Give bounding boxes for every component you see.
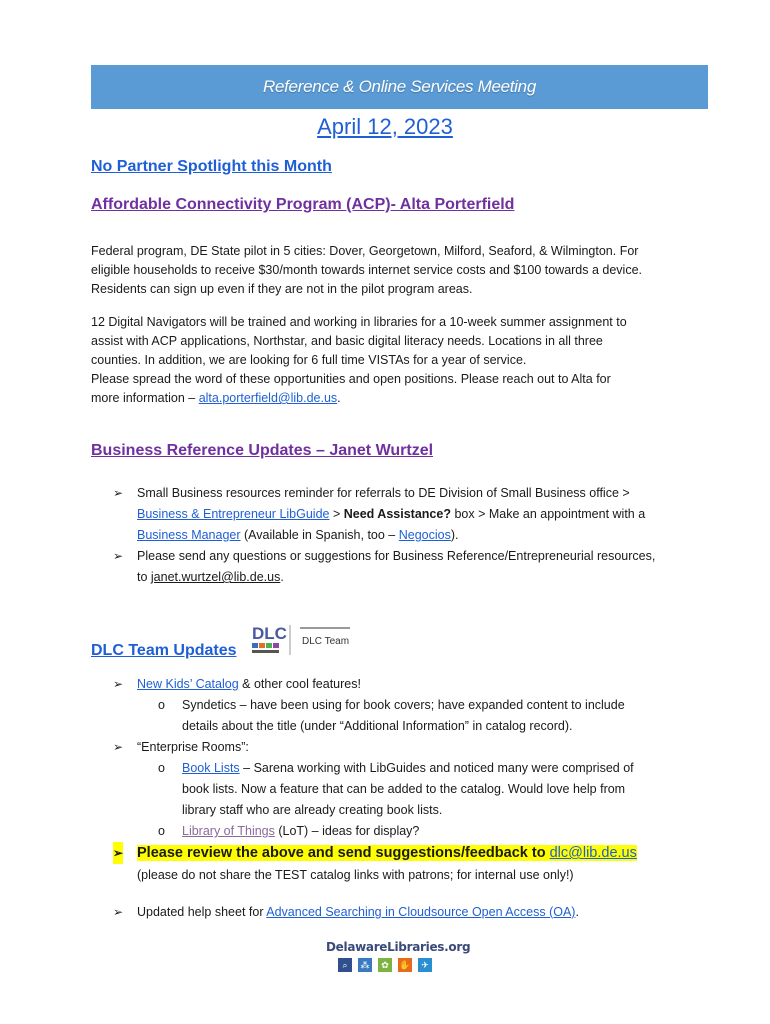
sub-list-item (158, 821, 708, 842)
list-item (113, 483, 708, 546)
text-run: . (280, 570, 284, 584)
text-run: box > Make an appointment with a (450, 507, 646, 521)
book-lists-link[interactable]: Book Lists (182, 761, 240, 775)
hand-icon: ✋ (399, 960, 411, 970)
text-run: Updated help sheet for (137, 905, 267, 919)
need-assistance-label: Need Assistance? (343, 507, 451, 521)
list-item (113, 842, 708, 886)
bird-icon: ✈ (418, 958, 432, 972)
libguide-link[interactable]: Business & Entrepreneur LibGuide (137, 507, 330, 521)
dlc-heading: DLC Team Updates (91, 642, 237, 659)
circle-bullet-icon: o (158, 824, 165, 838)
text-run: Small Business resources reminder for referrals to DE Division of Small Business office > (137, 486, 630, 500)
text-run: book lists. Now a feature that can be added to the catalog. Would love help from (182, 782, 626, 796)
text-run: Please review the above and send suggestions/feedback to (137, 845, 550, 861)
circle-bullet-icon: o (158, 761, 165, 775)
kids-catalog-link[interactable]: New Kids’ Catalog (137, 677, 239, 691)
text-run: & other cool features! (238, 677, 361, 691)
text-run: (LoT) – ideas for display? (274, 824, 420, 838)
text-run: library staff who are already creating book lists. (182, 803, 443, 817)
advanced-searching-link[interactable]: Advanced Searching in Cloudsource Open Access (OA) (266, 905, 576, 919)
business-manager-link[interactable]: Business Manager (137, 528, 241, 542)
arrow-bullet-icon: ➢ (113, 486, 124, 500)
arrow-bullet-icon: ➢ (113, 842, 123, 864)
text-run: to (137, 570, 151, 584)
business-list (113, 483, 708, 588)
text-run: details about the title (under “Additional Information” in catalog record). (182, 719, 573, 733)
text-run: Syndetics – have been using for book covers; have expanded content to include (182, 698, 625, 712)
dlc-email-link[interactable]: dlc@lib.de.us (549, 845, 637, 861)
search-icon: ⌕ (338, 958, 352, 972)
footer-icon-row (326, 958, 444, 972)
delaware-libraries-logo (326, 940, 471, 974)
meeting-banner (91, 65, 708, 109)
text-line: counties. In addition, we are looking for 6 full time VISTAs for a year of service. (91, 353, 527, 367)
circle-bullet-icon: o (158, 698, 165, 712)
list-item (113, 546, 708, 588)
text-run: “Enterprise Rooms”: (137, 740, 249, 754)
text-line: eligible households to receive $30/month towards internet service costs and $100 towards a device. (91, 263, 643, 277)
flower-icon: ✿ (378, 958, 392, 972)
dlc-team-logo (250, 622, 355, 658)
text-line (91, 389, 711, 408)
dlc-logo-team-text: DLC Team (302, 636, 350, 647)
dlc-list (113, 674, 708, 923)
text-run: ). (450, 528, 459, 542)
text-run: (Available in Spanish, too – (240, 528, 399, 542)
negocios-link[interactable]: Negocios (398, 528, 451, 542)
text-line: Please spread the word of these opportunities and open positions. Please reach out to Alta for (91, 372, 611, 386)
footer-logo-text: DelawareLibraries.org (326, 940, 471, 954)
text-run: Please send any questions or suggestions for Business Reference/Entrepreneurial resources, (137, 549, 656, 563)
arrow-bullet-icon: ➢ (113, 549, 124, 563)
dlc-logo-letters: DLC (252, 624, 287, 643)
text-line: assist with ACP applications, Northstar, and basic digital literacy needs. Locations in all three (91, 334, 603, 348)
text-run: > (329, 507, 344, 521)
acp-paragraph-2 (91, 313, 711, 408)
text-run: more information – (91, 391, 199, 405)
text-run: – Sarena working with LibGuides and noticed many were comprised of (239, 761, 634, 775)
arrow-bullet-icon: ➢ (113, 905, 124, 919)
sub-list (137, 695, 708, 737)
library-of-things-link[interactable]: Library of Things (182, 824, 275, 838)
sub-list-item (158, 695, 708, 737)
internal-use-note: (please do not share the TEST catalog links with patrons; for internal use only!) (137, 868, 574, 882)
alta-email-link[interactable]: alta.porterfield@lib.de.us (198, 391, 338, 405)
banner-title: Reference & Online Services Meeting (263, 77, 536, 96)
review-request (137, 845, 637, 861)
text-line: Federal program, DE State pilot in 5 cities: Dover, Georgetown, Milford, Seaford, & Wilmington. For (91, 244, 639, 258)
janet-email[interactable]: janet.wurtzel@lib.de.us (150, 570, 281, 584)
arrow-bullet-icon: ➢ (113, 677, 124, 691)
dlc-logo-graphic (250, 622, 355, 658)
list-item (113, 737, 708, 842)
text-line: Residents can sign up even if they are not in the pilot program areas. (91, 282, 473, 296)
text-line: 12 Digital Navigators will be trained and working in libraries for a 10-week summer assignment to (91, 315, 627, 329)
meeting-date: April 12, 2023 (317, 114, 453, 139)
acp-paragraph-1 (91, 242, 711, 299)
text-run: . (337, 391, 341, 405)
business-heading: Business Reference Updates – Janet Wurtzel (91, 442, 434, 459)
sub-list-item (158, 758, 708, 821)
spotlight-heading: No Partner Spotlight this Month (91, 158, 332, 175)
list-item (113, 902, 708, 923)
sub-list (137, 758, 708, 842)
text-run: . (575, 905, 579, 919)
acp-heading: Affordable Connectivity Program (ACP)- Alta Porterfield (91, 196, 515, 213)
arrow-bullet-icon: ➢ (113, 740, 124, 754)
people-icon: ⁂ (358, 958, 372, 972)
list-item (113, 674, 708, 737)
